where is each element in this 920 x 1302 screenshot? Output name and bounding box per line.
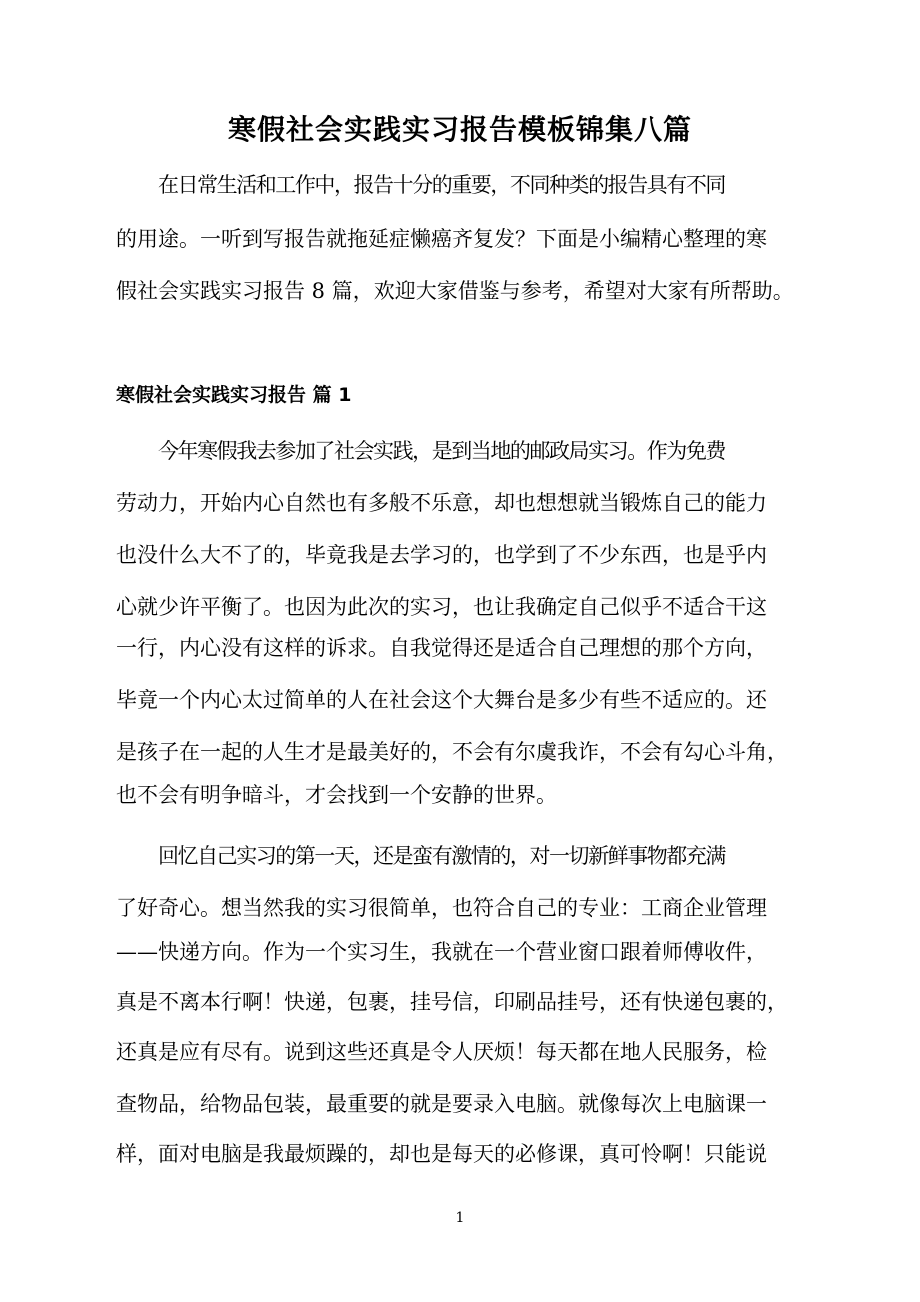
page-number: 1: [455, 1210, 465, 1226]
paragraph-line: 毕竟一个内心太过简单的人在社会这个大舞台是多少有些不适应的。还: [116, 688, 767, 712]
intro-line: 的用途。一听到写报告就拖延症懒癌齐复发？下面是小编精心整理的寒: [116, 227, 767, 251]
paragraph-line: 一行，内心没有这样的诉求。自我觉得还是适合自己理想的那个方向，: [116, 636, 767, 660]
paragraph-line: 样，面对电脑是我最烦躁的，却也是每天的必修课，真可怜啊！只能说: [116, 1142, 767, 1166]
paragraph-line: 是孩子在一起的人生才是最美好的，不会有尔虞我诈，不会有勾心斗角，: [116, 740, 788, 764]
paragraph-line: 回忆自己实习的第一天，还是蛮有激情的，对一切新鲜事物都充满: [158, 844, 725, 868]
paragraph-line: 查物品，给物品包装，最重要的就是要录入电脑。就像每次上电脑课一: [116, 1092, 767, 1116]
document-title: 寒假社会实践实习报告模板锦集八篇: [227, 113, 692, 146]
intro-line: 假社会实践实习报告 8 篇，欢迎大家借鉴与参考，希望对大家有所帮助。: [116, 279, 794, 303]
paragraph-line: 真是不离本行啊！快递，包裹，挂号信，印刷品挂号，还有快递包裹的，: [116, 990, 788, 1014]
paragraph-line: 今年寒假我去参加了社会实践，是到当地的邮政局实习。作为免费: [158, 439, 725, 463]
section-heading: 寒假社会实践实习报告 篇 1: [116, 384, 352, 406]
paragraph-line: 劳动力，开始内心自然也有多般不乐意，却也想想就当锻炼自己的能力: [116, 491, 767, 515]
paragraph-line: 心就少许平衡了。也因为此次的实习，也让我确定自己似乎不适合干这: [116, 595, 767, 619]
paragraph-line: ——快递方向。作为一个实习生，我就在一个营业窗口跟着师傅收件，: [116, 940, 767, 964]
paragraph-line: 还真是应有尽有。说到这些还真是令人厌烦！每天都在地人民服务，检: [116, 1040, 767, 1064]
paragraph-line: 了好奇心。想当然我的实习很简单，也符合自己的专业：工商企业管理: [116, 896, 767, 920]
paragraph-line: 也不会有明争暗斗，才会找到一个安静的世界。: [116, 783, 557, 807]
paragraph-line: 也没什么大不了的，毕竟我是去学习的，也学到了不少东西，也是乎内: [116, 543, 767, 567]
intro-line: 在日常生活和工作中，报告十分的重要，不同种类的报告具有不同: [158, 173, 725, 197]
